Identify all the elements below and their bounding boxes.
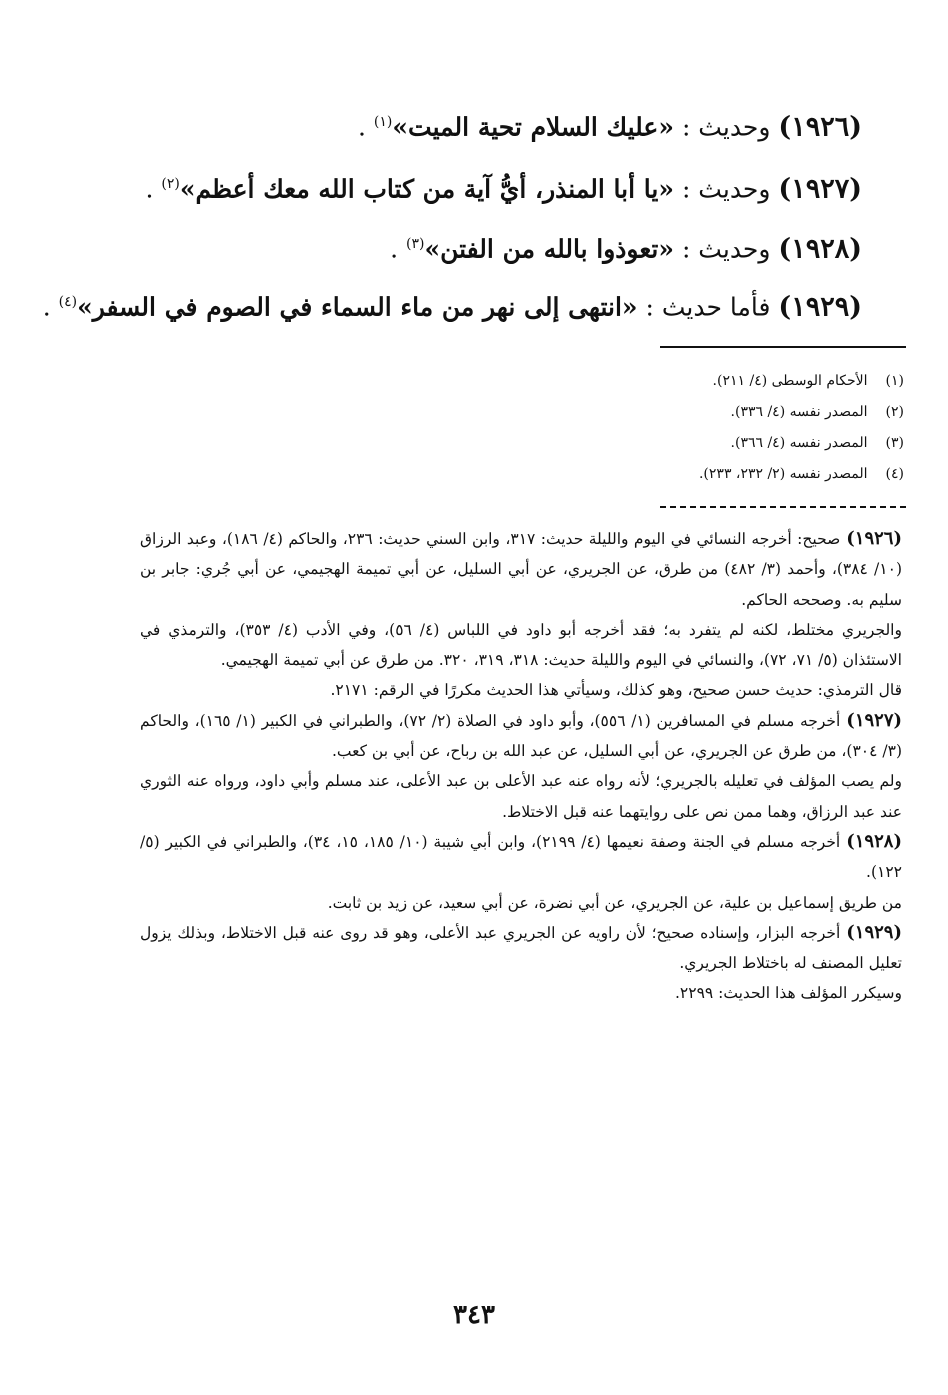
hadith-end: . — [145, 174, 154, 204]
hadith-text: «عليك السلام تحية الميت» — [392, 112, 674, 142]
takhrij-paragraph: من طريق إسماعيل بن علية، عن الجريري، عن أبي نضرة، عن أبي سعيد، عن زيد بن ثابت. — [327, 893, 902, 912]
footnote-text: الأحكام الوسطى (٤/ ٢١١). — [712, 373, 868, 389]
takhrij-number: (١٩٢٨) — [846, 830, 902, 852]
footnote-number: (٢) — [885, 404, 904, 420]
footnote-item — [644, 397, 904, 428]
hadith-1926 — [162, 94, 862, 150]
hadith-number: (١٩٢٨) — [778, 233, 862, 265]
takhrij-paragraph — [140, 706, 902, 767]
footnote-item — [644, 428, 904, 459]
hadith-number: (١٩٢٩) — [778, 291, 862, 323]
footnote-divider — [660, 346, 906, 348]
takhrij-text: أخرجه مسلم في الجنة وصفة نعيمها (٤/ ٢١٩٩)، وابن أبي شيبة (١٠/ ١٨٥، ١٥، ٣٤)، والطبراني في الكبير (٥/ ١٢٢). — [140, 832, 902, 882]
hadith-number: (١٩٢٦) — [778, 111, 862, 143]
footnote-ref: (١) — [373, 114, 393, 130]
footnote-text: المصدر نفسه (٤/ ٣٦٦). — [730, 435, 868, 451]
takhrij-paragraph: قال الترمذي: حديث حسن صحيح، وهو كذلك، وسيأتي هذا الحديث مكررًا في الرقم: ٢١٧١. — [330, 681, 902, 700]
takhrij-text: أخرجه البزار، وإسناده صحيح؛ لأن راويه عن الجريري عبد الأعلى، وهو قد روى عنه قبل الاختلاط، وبذلك يزول تعليل المصنف له باختلاط الجريري. — [140, 923, 902, 973]
footnote-text: المصدر نفسه (٢/ ٢٣٢، ٢٣٣). — [698, 466, 868, 482]
takhrij-1928 — [140, 827, 902, 918]
hadith-text: «انتهى إلى نهر من ماء السماء في الصوم في السفر» — [77, 292, 638, 322]
takhrij-1927 — [140, 706, 902, 827]
hadith-text: «تعوذوا بالله من الفتن» — [424, 234, 674, 264]
footnote-number: (٣) — [885, 435, 904, 451]
footnote-ref: (٣) — [405, 236, 425, 252]
hadith-number: (١٩٢٧) — [778, 173, 862, 205]
hadith-end: . — [42, 292, 51, 322]
takhrij-paragraph — [140, 827, 902, 888]
footnote-number: (١) — [885, 373, 904, 389]
footnote-item — [644, 459, 904, 490]
hadith-end: . — [390, 234, 399, 264]
takhrij-paragraph — [140, 524, 902, 615]
hadith-1928 — [162, 216, 862, 272]
footnote-text: المصدر نفسه (٤/ ٣٣٦). — [730, 404, 868, 420]
footnote-number: (٤) — [885, 466, 904, 482]
takhrij-paragraph: ولم يصب المؤلف في تعليله بالجريري؛ لأنه رواه عنه عبد الأعلى بن عبد الأعلى، عند مسلم وأبي داود، ورواه عنه الثوري عند عبد الرزاق، وهما ممن نص على روايتهما عنه قبل الاختلاط. — [140, 772, 902, 821]
page-number: ٣٤٣ — [453, 1300, 495, 1330]
footnote-list — [644, 366, 904, 490]
hadith-end: . — [358, 112, 366, 142]
takhrij-text: أخرجه مسلم في المسافرين (١/ ٥٥٦)، وأبو داود في الصلاة (٢/ ٧٢)، والطبراني في الكبير (١/ ١٦٥)، والحاكم (٣/ ٣٠٤)، من طرق عن الجريري، عن أبي السليل، عن عبد الله بن رباح، عن أبي بن كعب. — [140, 711, 902, 761]
footnote-ref: (٢) — [161, 176, 180, 192]
hadith-intro: وحديث : — [681, 174, 771, 204]
hadith-1929 — [42, 274, 862, 330]
footnote-item — [644, 366, 904, 397]
takhrij-1926 — [140, 524, 902, 706]
takhrij-divider — [660, 506, 906, 508]
takhrij-number: (١٩٢٧) — [846, 709, 903, 731]
hadith-text: «يا أبا المنذر، أيُّ آية من كتاب الله معك أعظم» — [179, 174, 674, 204]
footnote-ref: (٤) — [58, 294, 78, 310]
takhrij-paragraph: والجريري مختلط، لكنه لم يتفرد به؛ فقد أخرجه أبو داود في اللباس (٤/ ٥٦)، وفي الأدب (٤/ ٣٥٣)، والترمذي في الاستئذان (٥/ ٧١، ٧٢)، والنسائي في اليوم والليلة حديث: ٣١٨، ٣١٩، ٣٢٠. من طرق عن أبي تميمة الهجيمي. — [140, 620, 902, 670]
takhrij-paragraph — [140, 918, 902, 979]
hadith-1927 — [145, 156, 862, 212]
takhrij-1929 — [140, 918, 902, 1009]
takhrij-number: (١٩٢٦) — [846, 528, 902, 549]
takhrij-section — [140, 524, 902, 1009]
takhrij-number: (١٩٢٩) — [846, 921, 902, 943]
hadith-intro: وحديث : — [681, 234, 771, 264]
hadith-intro: فأما حديث : — [645, 292, 771, 322]
hadith-intro: وحديث : — [681, 112, 771, 142]
takhrij-paragraph: وسيكرر المؤلف هذا الحديث: ٢٢٩٩. — [674, 984, 902, 1003]
takhrij-text: صحيح: أخرجه النسائي في اليوم والليلة حديث: ٣١٧، وابن السني حديث: ٢٣٦، والحاكم (٤/ ١٨٦)، وعبد الرزاق (١٠/ ٣٨٤)، وأحمد (٣/ ٤٨٢) من طرق، عن الجريري، عن أبي السليل، عن أبي تميمة الهجيمي، عن أبي جُري: جابر بن سليم به. وصححه الحاكم. — [140, 530, 902, 609]
